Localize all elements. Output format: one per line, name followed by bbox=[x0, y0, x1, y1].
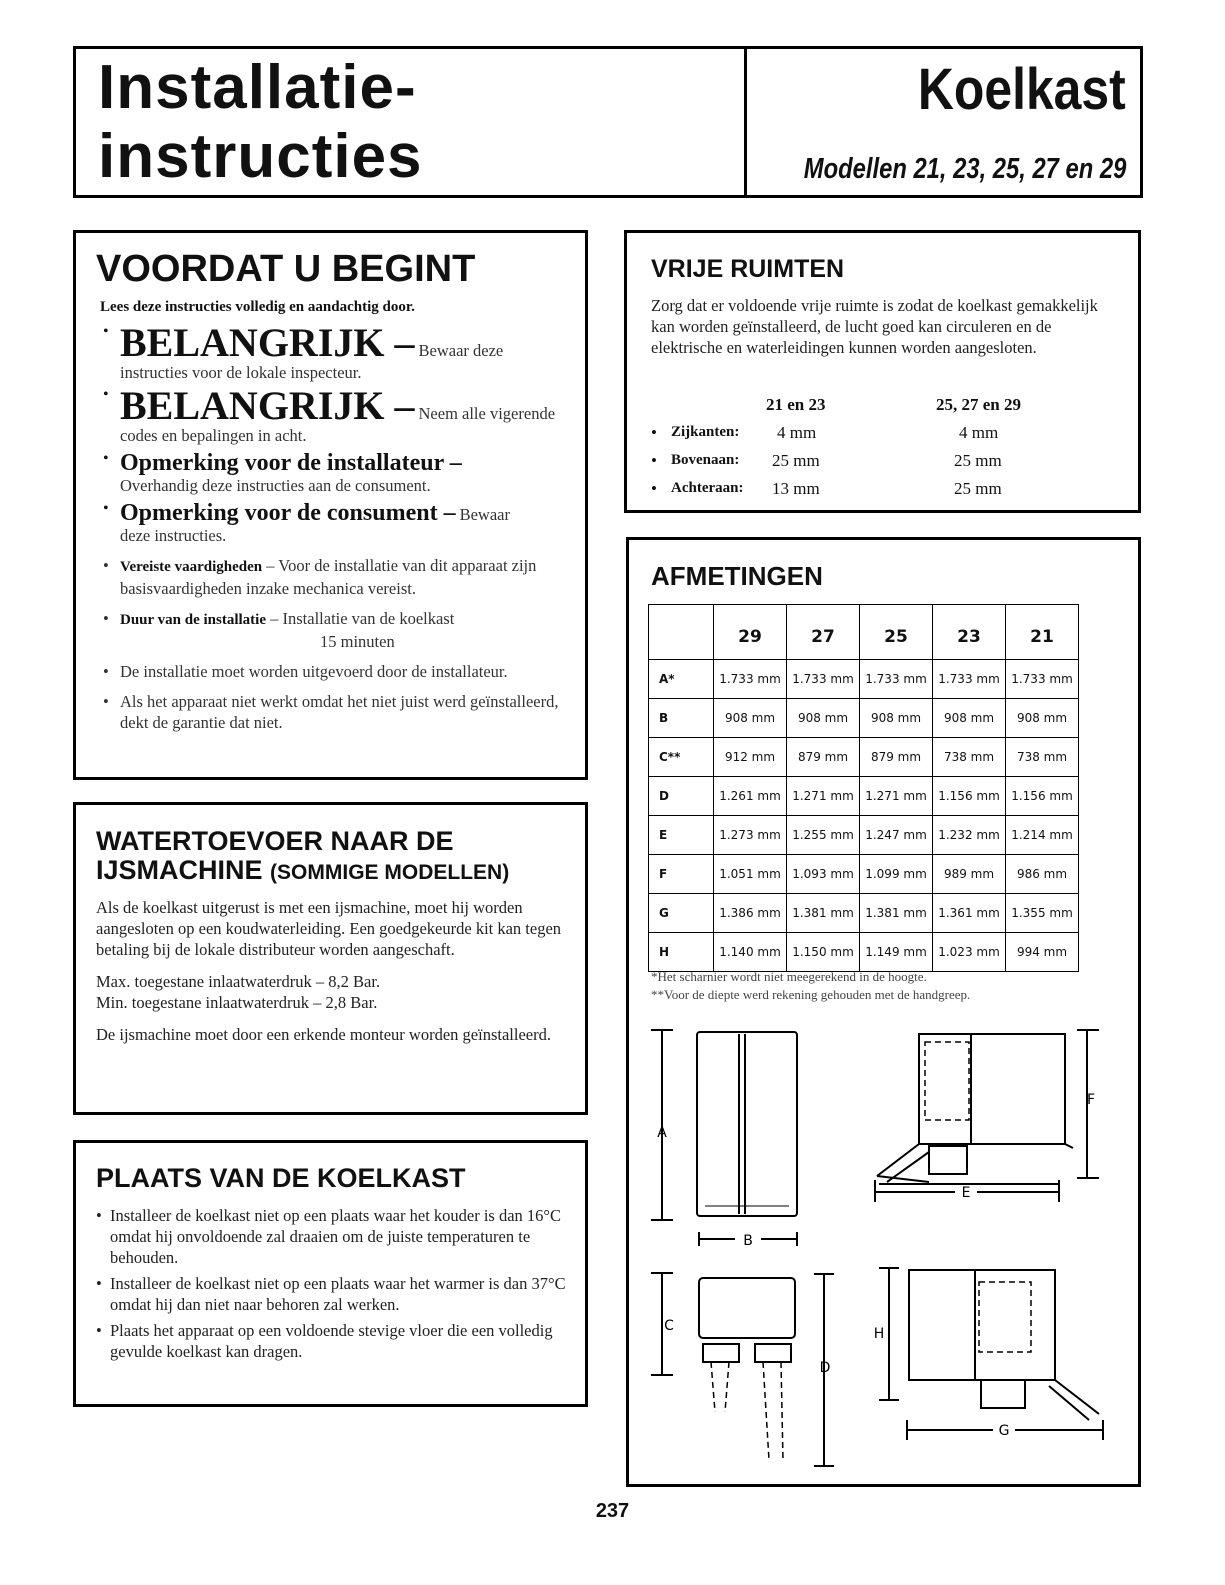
table-cell: 1.214 mm bbox=[1006, 816, 1079, 855]
table-cell: 879 mm bbox=[787, 738, 860, 777]
dimensions-notes bbox=[651, 968, 970, 1004]
table-cell: 1.261 mm bbox=[714, 777, 787, 816]
top-view-full-open-drawing bbox=[879, 1268, 1103, 1440]
header-divider bbox=[744, 49, 747, 195]
row-label: H bbox=[649, 933, 714, 972]
front-view-drawing bbox=[651, 1030, 797, 1246]
table-cell: 1.099 mm bbox=[860, 855, 933, 894]
row-label: F bbox=[649, 855, 714, 894]
side-view-drawing bbox=[651, 1273, 834, 1466]
table-cell: 1.255 mm bbox=[787, 816, 860, 855]
column-header: 23 bbox=[933, 605, 1006, 660]
dimension-label-d: D bbox=[819, 1360, 831, 1376]
table-cell: 1.156 mm bbox=[1006, 777, 1079, 816]
list-item: • BELANGRIJK – Neem alle vigerende codes en bepalingen in acht. bbox=[100, 386, 570, 446]
dimensions-table bbox=[648, 604, 1079, 972]
table-cell: 879 mm bbox=[860, 738, 933, 777]
row-label: E bbox=[649, 816, 714, 855]
row-label: B bbox=[649, 699, 714, 738]
table-row bbox=[649, 777, 1079, 816]
document-title-line2: instructies bbox=[98, 122, 423, 191]
document-title bbox=[98, 53, 423, 191]
dimension-label-e: E bbox=[961, 1185, 971, 1201]
section-title: VOORDAT U BEGINT bbox=[96, 248, 476, 290]
table-header-row bbox=[649, 605, 1079, 660]
table-cell: 1.150 mm bbox=[787, 933, 860, 972]
page-number: 237 bbox=[595, 1500, 630, 1522]
table-cell: 908 mm bbox=[860, 699, 933, 738]
footnote: **Voor de diepte werd rekening gehouden met de handgreep. bbox=[651, 987, 971, 1002]
table-row bbox=[649, 816, 1079, 855]
footnote: *Het scharnier wordt niet meegerekend in de hoogte. bbox=[651, 969, 927, 984]
table-cell: 1.355 mm bbox=[1006, 894, 1079, 933]
clearances-body: Zorg dat er voldoende vrije ruimte is zodat de koelkast gemakkelijk kan worden geïnstalleerd, de lucht goed kan circuleren en de elektrische en waterleidingen kunnen worden aangesloten. bbox=[651, 296, 1098, 357]
list-item: • Als het apparaat niet werkt omdat het niet juist werd geïnstalleerd, dekt de garantie dat niet. bbox=[100, 691, 570, 733]
product-name: Koelkast bbox=[918, 57, 1126, 122]
column-header: 21 bbox=[1006, 605, 1079, 660]
paragraph: Als de koelkast uitgerust is met een ijsmachine, moet hij worden aangesloten op een koudwaterleiding. Een goedgekeurde kit kan tegen betaling bij de lokale distributeur worden aangeschaft. bbox=[96, 898, 562, 959]
table-cell: 1.023 mm bbox=[933, 933, 1006, 972]
dimension-label-h: H bbox=[873, 1326, 885, 1342]
section-title: WATERTOEVOER NAAR DE IJSMACHINE (SOMMIGE MODELLEN) bbox=[96, 826, 510, 885]
section-title: AFMETINGEN bbox=[651, 561, 823, 591]
model-list: Modellen 21, 23, 25, 27 en 29 bbox=[803, 153, 1126, 185]
dimension-label-g: G bbox=[998, 1423, 1010, 1439]
table-cell: 738 mm bbox=[1006, 738, 1079, 777]
list-item: • Duur van de installatie – Installatie van de koelkast 15 minuten bbox=[100, 608, 570, 652]
list-item: • Plaats het apparaat op een voldoende stevige vloer die een volledig gevulde koelkast kan dragen. bbox=[96, 1320, 576, 1362]
table-cell: 1.733 mm bbox=[1006, 660, 1079, 699]
before-you-begin-section bbox=[73, 230, 588, 780]
dimension-label-a: A bbox=[657, 1125, 667, 1141]
table-cell: 1.156 mm bbox=[933, 777, 1006, 816]
list-item: • Opmerking voor de consument – Bewaar deze instructies. bbox=[100, 500, 570, 546]
table-cell: 908 mm bbox=[714, 699, 787, 738]
page-header bbox=[73, 46, 1143, 198]
table-cell: 1.386 mm bbox=[714, 894, 787, 933]
table-cell: 908 mm bbox=[1006, 699, 1079, 738]
table-cell: 1.271 mm bbox=[787, 777, 860, 816]
table-cell: 994 mm bbox=[1006, 933, 1079, 972]
list-item: • De installatie moet worden uitgevoerd door de installateur. bbox=[100, 661, 570, 682]
water-body bbox=[96, 897, 571, 1056]
location-section bbox=[73, 1140, 588, 1407]
clearances-section bbox=[624, 230, 1141, 513]
clearance-row: • Bovenaan: 25 mm 25 mm bbox=[651, 451, 1002, 470]
intro-text: Lees deze instructies volledig en aandachtig door. bbox=[100, 299, 415, 315]
table-cell: 1.051 mm bbox=[714, 855, 787, 894]
section-title: VRIJE RUIMTEN bbox=[651, 255, 845, 283]
list-item: • Installeer de koelkast niet op een plaats waar het warmer is dan 37°C omdat hij dan niet naar behoren zal werken. bbox=[96, 1273, 576, 1315]
paragraph: De ijsmachine moet door een erkende monteur worden geïnstalleerd. bbox=[96, 1025, 551, 1044]
clearances-header: 21 en 23 25, 27 en 29 bbox=[766, 395, 1021, 414]
before-list bbox=[100, 320, 570, 733]
document-title-line1: Installatie- bbox=[98, 53, 417, 122]
table-cell: 1.733 mm bbox=[714, 660, 787, 699]
column-header: 25 bbox=[860, 605, 933, 660]
section-title: PLAATS VAN DE KOELKAST bbox=[96, 1163, 466, 1193]
dimension-label-b: B bbox=[743, 1233, 753, 1249]
table-cell: 1.232 mm bbox=[933, 816, 1006, 855]
row-label: G bbox=[649, 894, 714, 933]
table-cell: 1.149 mm bbox=[860, 933, 933, 972]
table-cell: 1.733 mm bbox=[787, 660, 860, 699]
table-row bbox=[649, 855, 1079, 894]
table-cell: 986 mm bbox=[1006, 855, 1079, 894]
table-cell: 908 mm bbox=[933, 699, 1006, 738]
table-cell: 1.381 mm bbox=[787, 894, 860, 933]
list-item: • Vereiste vaardigheden – Voor de installatie van dit apparaat zijn basisvaardigheden inzake mechanica vereist. bbox=[100, 555, 570, 599]
table-cell: 1.361 mm bbox=[933, 894, 1006, 933]
table-row bbox=[649, 699, 1079, 738]
list-item: • Opmerking voor de installateur – Overhandig deze instructies aan de consument. bbox=[100, 450, 570, 496]
table-cell: 1.247 mm bbox=[860, 816, 933, 855]
location-list bbox=[96, 1205, 576, 1367]
table-row bbox=[649, 894, 1079, 933]
clearance-row: • Achteraan: 13 mm 25 mm bbox=[651, 479, 1002, 498]
table-cell: 1.733 mm bbox=[933, 660, 1006, 699]
table-cell: 1.733 mm bbox=[860, 660, 933, 699]
table-cell: 738 mm bbox=[933, 738, 1006, 777]
top-view-doors-open-drawing bbox=[875, 1030, 1099, 1202]
table-row bbox=[649, 660, 1079, 699]
table-row bbox=[649, 933, 1079, 972]
table-cell: 1.093 mm bbox=[787, 855, 860, 894]
row-label: D bbox=[649, 777, 714, 816]
dimensions-section bbox=[626, 537, 1141, 1487]
clearances-table bbox=[651, 395, 1121, 507]
row-label: A* bbox=[649, 660, 714, 699]
paragraph: Max. toegestane inlaatwaterdruk – 8,2 Bar. Min. toegestane inlaatwaterdruk – 2,8 Bar. bbox=[96, 972, 381, 1012]
table-cell: 1.381 mm bbox=[860, 894, 933, 933]
dimension-label-c: C bbox=[664, 1318, 674, 1334]
dimensions-diagram bbox=[629, 1020, 1138, 1490]
list-item: • BELANGRIJK – Bewaar deze instructies voor de lokale inspecteur. bbox=[100, 323, 570, 383]
clearance-row: • Zijkanten: 4 mm 4 mm bbox=[651, 423, 999, 442]
dimension-label-f: F bbox=[1086, 1092, 1096, 1108]
row-label: C** bbox=[649, 738, 714, 777]
table-cell: 1.273 mm bbox=[714, 816, 787, 855]
table-cell: 1.140 mm bbox=[714, 933, 787, 972]
water-supply-section bbox=[73, 802, 588, 1115]
table-cell: 912 mm bbox=[714, 738, 787, 777]
column-header: 29 bbox=[714, 605, 787, 660]
table-row bbox=[649, 738, 1079, 777]
table-cell: 989 mm bbox=[933, 855, 1006, 894]
table-cell: 908 mm bbox=[787, 699, 860, 738]
column-header: 27 bbox=[787, 605, 860, 660]
table-cell: 1.271 mm bbox=[860, 777, 933, 816]
list-item: • Installeer de koelkast niet op een plaats waar het kouder is dan 16°C omdat hij onvoldoende zal draaien om de juiste temperaturen te behouden. bbox=[96, 1205, 576, 1268]
